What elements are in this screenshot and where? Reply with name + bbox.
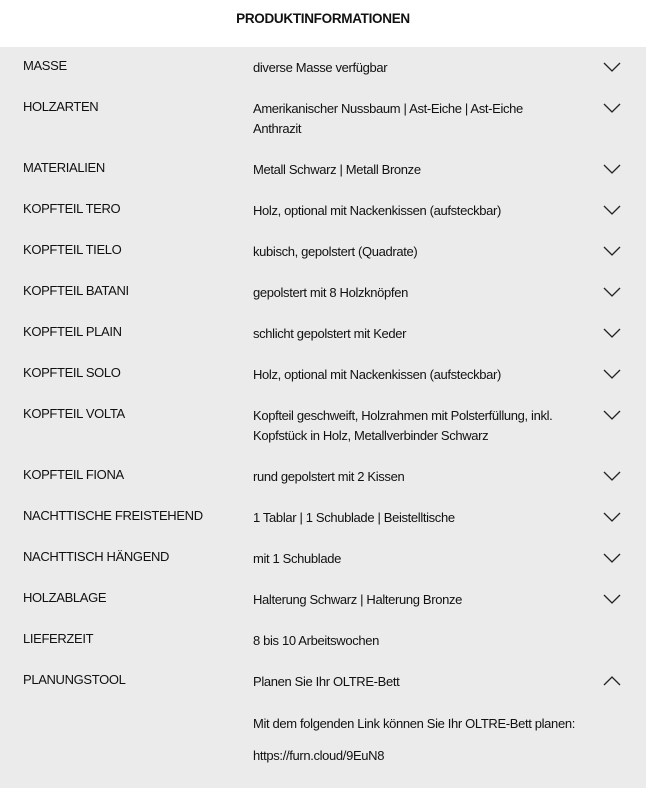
accordion-row-holzarten[interactable]	[0, 88, 646, 151]
accordion-row-kopfteil-tielo[interactable]	[0, 231, 646, 274]
row-label: KOPFTEIL FIONA	[23, 467, 124, 482]
row-label: KOPFTEIL SOLO	[23, 365, 121, 380]
accordion-row-kopfteil-plain[interactable]	[0, 313, 646, 356]
row-label: KOPFTEIL VOLTA	[23, 406, 125, 421]
row-label: NACHTTISCHE FREISTEHEND	[23, 508, 203, 523]
row-label: MATERIALIEN	[23, 160, 105, 175]
row-value: Halterung Schwarz | Halterung Bronze	[253, 592, 462, 607]
chevron-down-icon[interactable]	[603, 163, 621, 175]
row-value: Kopfteil geschweift, Holzrahmen mit Polsterfüllung, inkl. Kopfstück in Holz, Metallverbinder Schwarz	[253, 408, 553, 443]
chevron-down-icon[interactable]	[603, 593, 621, 605]
chevron-down-icon[interactable]	[603, 368, 621, 380]
row-value: 1 Tablar | 1 Schublade | Beistelltische	[253, 510, 455, 525]
row-value: diverse Masse verfügbar	[253, 60, 388, 75]
chevron-down-icon[interactable]	[603, 286, 621, 298]
row-label: MASSE	[23, 58, 67, 73]
row-value: Holz, optional mit Nackenkissen (aufsteckbar)	[253, 203, 501, 218]
accordion-row-kopfteil-fiona[interactable]	[0, 456, 646, 499]
row-value: gepolstert mit 8 Holzknöpfen	[253, 285, 408, 300]
accordion-row-kopfteil-solo[interactable]	[0, 354, 646, 397]
row-value: kubisch, gepolstert (Quadrate)	[253, 244, 418, 259]
row-label: HOLZABLAGE	[23, 590, 107, 605]
row-value: Amerikanischer Nussbaum | Ast-Eiche | Ast-Eiche Anthrazit	[253, 101, 523, 136]
accordion-row-masse[interactable]	[0, 47, 646, 90]
chevron-down-icon[interactable]	[603, 102, 621, 114]
row-value: Planen Sie Ihr OLTRE-Bett	[253, 674, 400, 689]
product-info-accordion	[0, 47, 646, 663]
planner-description: Mit dem folgenden Link können Sie Ihr OLTRE-Bett planen:	[253, 716, 575, 731]
row-label: KOPFTEIL PLAIN	[23, 324, 122, 339]
accordion-row-holzablage[interactable]	[0, 579, 646, 622]
row-value: schlicht gepolstert mit Keder	[253, 326, 407, 341]
row-label: KOPFTEIL TIELO	[23, 242, 122, 257]
accordion-row-nachttische-freistehend[interactable]	[0, 497, 646, 540]
accordion-row-kopfteil-batani[interactable]	[0, 272, 646, 315]
row-value: mit 1 Schublade	[253, 551, 341, 566]
section-title: PRODUKTINFORMATIONEN	[236, 11, 410, 26]
accordion-row-planungstool[interactable]	[0, 661, 646, 788]
chevron-up-icon[interactable]	[603, 675, 621, 687]
chevron-down-icon[interactable]	[603, 61, 621, 73]
chevron-down-icon[interactable]	[603, 327, 621, 339]
row-label: LIEFERZEIT	[23, 631, 94, 646]
chevron-down-icon[interactable]	[603, 409, 621, 421]
accordion-row-nachttisch-hängend[interactable]	[0, 538, 646, 581]
accordion-row-kopfteil-volta[interactable]	[0, 395, 646, 458]
accordion-row-kopfteil-tero[interactable]	[0, 190, 646, 233]
row-label: KOPFTEIL BATANI	[23, 283, 129, 298]
accordion-row-materialien[interactable]	[0, 149, 646, 192]
row-value: Metall Schwarz | Metall Bronze	[253, 162, 421, 177]
row-value: rund gepolstert mit 2 Kissen	[253, 469, 405, 484]
row-label: NACHTTISCH HÄNGEND	[23, 549, 170, 564]
chevron-down-icon[interactable]	[603, 470, 621, 482]
row-label: PLANUNGSTOOL	[23, 672, 126, 687]
planner-link[interactable]: https://furn.cloud/9EuN8	[253, 748, 385, 763]
row-value: 8 bis 10 Arbeitswochen	[253, 633, 379, 648]
chevron-down-icon[interactable]	[603, 511, 621, 523]
chevron-down-icon[interactable]	[603, 245, 621, 257]
row-label: KOPFTEIL TERO	[23, 201, 121, 216]
accordion-row-lieferzeit	[0, 620, 646, 663]
chevron-down-icon[interactable]	[603, 204, 621, 216]
row-value: Holz, optional mit Nackenkissen (aufsteckbar)	[253, 367, 501, 382]
chevron-down-icon[interactable]	[603, 552, 621, 564]
row-label: HOLZARTEN	[23, 99, 99, 114]
